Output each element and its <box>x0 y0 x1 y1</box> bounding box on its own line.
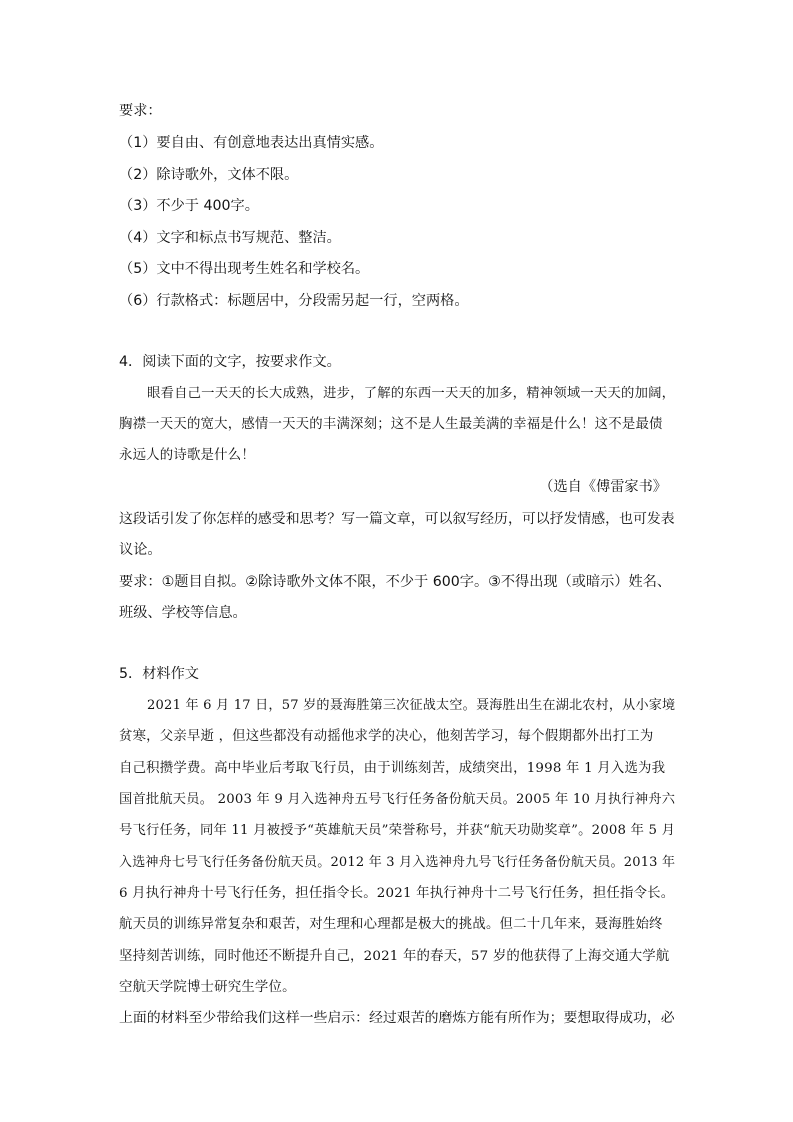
requirement-line: 班级、学校等信息。 <box>119 605 247 621</box>
quote-line: 眼看自己一天天的长大成熟，进步，了解的东西一天天的加多，精神领域一天天的加阔， <box>147 386 676 401</box>
material-line: 自己积攒学费。高中毕业后考取飞行员，由于训练刻苦，成绩突出，1998 年 1 月入选为我 <box>119 761 666 776</box>
material-line: 2021 年 6 月 17 日，57 岁的聂海胜第三次征战太空。聂海胜出生在湖北农村，从小家境 <box>147 698 676 713</box>
requirement-item: （1）要自由、有创意地表达出真情实感。 <box>119 135 384 151</box>
prompt-line: 议论。 <box>119 542 162 558</box>
material-line: 航天员的训练异常复杂和艰苦，对生理和心理都是极大的挑战。但二十几年来，聂海胜始终 <box>119 917 663 932</box>
material-line: 6 月执行神舟十号飞行任务，担任指令长。2021 年执行神舟十二号飞行任务，担任指令长。 <box>119 886 675 901</box>
material-line: 国首批航天员。 2003 年 9 月入选神舟五号飞行任务备份航天员。2005 年 10 月执行神舟六 <box>119 792 676 807</box>
material-line: 入选神舟七号飞行任务备份航天员。2012 年 3 月入选神舟九号飞行任务备份航天员。2013 年 <box>119 855 676 870</box>
material-line: 号飞行任务，同年 11 月被授予“英雄航天员”荣誉称号，并获“航天功勋奖章”。2008 年 5 月 <box>119 823 676 838</box>
material-line: 坚持刻苦训练，同时他还不断提升自己，2021 年的春天，57 岁的他获得了上海交通大学航 <box>119 949 670 964</box>
requirement-item: （2）除诗歌外，文体不限。 <box>119 167 299 183</box>
quote-source: （选自《傅雷家书》 <box>539 479 667 495</box>
requirement-line: 要求：①题目自拟。②除诗歌外文体不限，不少于 600字。③不得出现（或暗示）姓名、 <box>119 574 672 590</box>
conclusion-line: 上面的材料至少带给我们这样一些启示：经过艰苦的磨炼方能有所作为；要想取得成功，必 <box>119 1010 675 1026</box>
requirement-item: （5）文中不得出现考生姓名和学校名。 <box>119 261 370 277</box>
material-line: 空航天学院博士研究生学位。 <box>119 980 296 995</box>
requirements-title: 要求： <box>119 103 162 119</box>
material-line: 贫寒，父亲早逝 ，但这些都没有动摇他求学的决心，他刻苦学习，每个假期都外出打工为 <box>119 729 654 744</box>
quote-line: 永远人的诗歌是什么！ <box>119 448 255 463</box>
quote-line: 胸襟一天天的宽大，感情一天天的丰满深刻；这不是人生最美满的幸福是什么！这不是最债 <box>119 417 663 432</box>
prompt-line: 这段话引发了你怎样的感受和思考？写一篇文章，可以叙写经历，可以抒发情感，也可发表 <box>119 511 675 527</box>
requirement-item: （4）文字和标点书写规范、整洁。 <box>119 230 341 246</box>
requirement-item: （3）不少于 400字。 <box>119 198 259 214</box>
question-4-heading: 4．阅读下面的文字，按要求作文。 <box>119 354 341 370</box>
requirement-item: （6）行款格式：标题居中，分段需另起一行，空两格。 <box>119 293 469 309</box>
question-5-heading: 5．材料作文 <box>119 666 199 682</box>
